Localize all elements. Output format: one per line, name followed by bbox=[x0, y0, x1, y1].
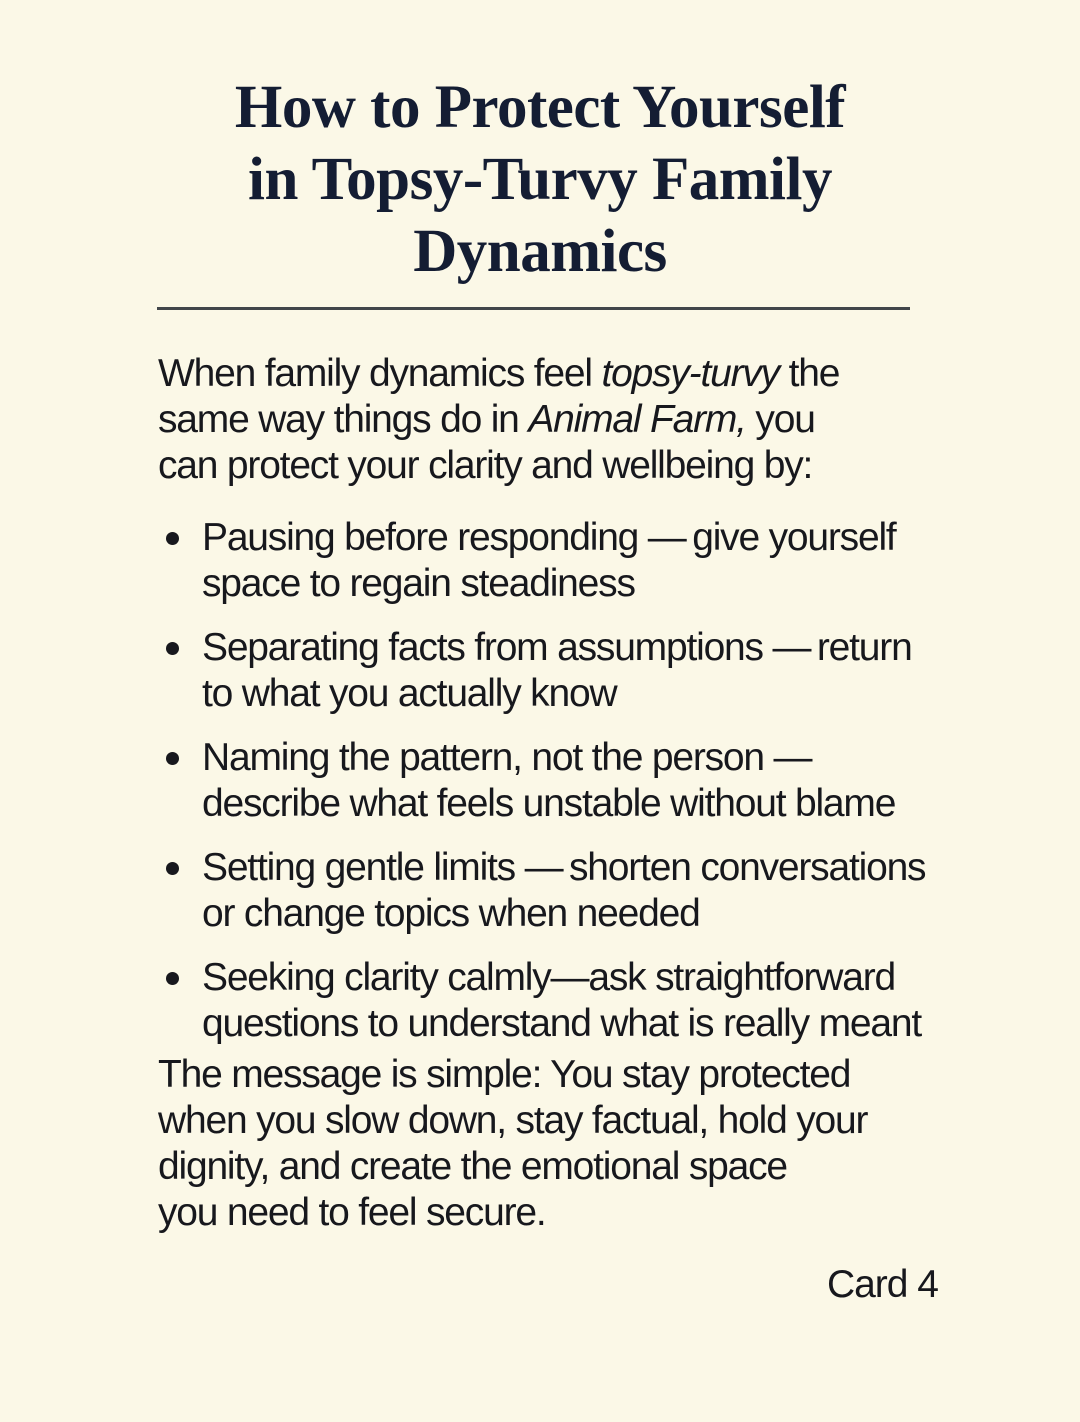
bullet-line: Naming the pattern, not the person — bbox=[202, 736, 812, 779]
strategy-bullet-list bbox=[166, 515, 1040, 1047]
intro-paragraph bbox=[158, 351, 1020, 489]
list-item bbox=[166, 735, 1040, 827]
intro-text: you bbox=[745, 398, 815, 441]
intro-text: When family dynamics feel bbox=[158, 352, 602, 395]
title-divider bbox=[157, 307, 910, 310]
list-item bbox=[166, 955, 1040, 1047]
page-title bbox=[0, 72, 1080, 288]
bullet-text bbox=[202, 625, 912, 717]
bullet-line: Pausing before responding — give yourself bbox=[202, 516, 896, 559]
bullet-dot bbox=[166, 972, 179, 985]
list-item bbox=[166, 515, 1040, 607]
bullet-line: Setting gentle limits — shorten conversations bbox=[202, 846, 926, 889]
bullet-line: Separating facts from assumptions — return bbox=[202, 626, 912, 669]
bullet-text bbox=[202, 845, 925, 937]
intro-line bbox=[158, 351, 1020, 397]
closing-line: you need to feel secure. bbox=[158, 1191, 546, 1234]
bullet-dot bbox=[166, 642, 179, 655]
title-line-3: Dynamics bbox=[413, 218, 667, 285]
intro-line bbox=[158, 397, 1020, 443]
closing-line: when you slow down, stay factual, hold your bbox=[158, 1099, 868, 1142]
bullet-dot bbox=[166, 862, 179, 875]
intro-text: can protect your clarity and wellbeing by: bbox=[158, 444, 813, 487]
intro-italic-text: Animal Farm, bbox=[528, 398, 746, 441]
closing-line: dignity, and create the emotional space bbox=[158, 1145, 787, 1188]
bullet-line: questions to understand what is really meant bbox=[202, 1002, 921, 1045]
bullet-text bbox=[202, 955, 921, 1047]
list-item bbox=[166, 845, 1040, 937]
card-number-label: Card 4 bbox=[826, 1263, 938, 1306]
title-line-2: in Topsy-Turvy Family bbox=[248, 146, 832, 213]
intro-text: same way things do in bbox=[158, 398, 529, 441]
closing-line: The message is simple: You stay protected bbox=[158, 1053, 851, 1096]
bullet-text bbox=[202, 735, 895, 827]
bullet-text bbox=[202, 515, 896, 607]
bullet-line: or change topics when needed bbox=[202, 892, 700, 935]
title-line-1: How to Protect Yourself bbox=[234, 74, 846, 141]
bullet-line: space to regain steadiness bbox=[202, 562, 635, 605]
bullet-line: describe what feels unstable without blame bbox=[202, 782, 896, 825]
intro-text: the bbox=[778, 352, 840, 395]
intro-line bbox=[158, 443, 1020, 489]
list-item bbox=[166, 625, 1040, 717]
bullet-line: Seeking clarity calmly—ask straightforward bbox=[202, 956, 896, 999]
info-card bbox=[0, 72, 1080, 1422]
bullet-line: to what you actually know bbox=[202, 672, 617, 715]
bullet-dot bbox=[166, 532, 179, 545]
bullet-dot bbox=[166, 752, 179, 765]
intro-italic-text: topsy-turvy bbox=[601, 352, 779, 395]
closing-paragraph bbox=[158, 1052, 1020, 1236]
